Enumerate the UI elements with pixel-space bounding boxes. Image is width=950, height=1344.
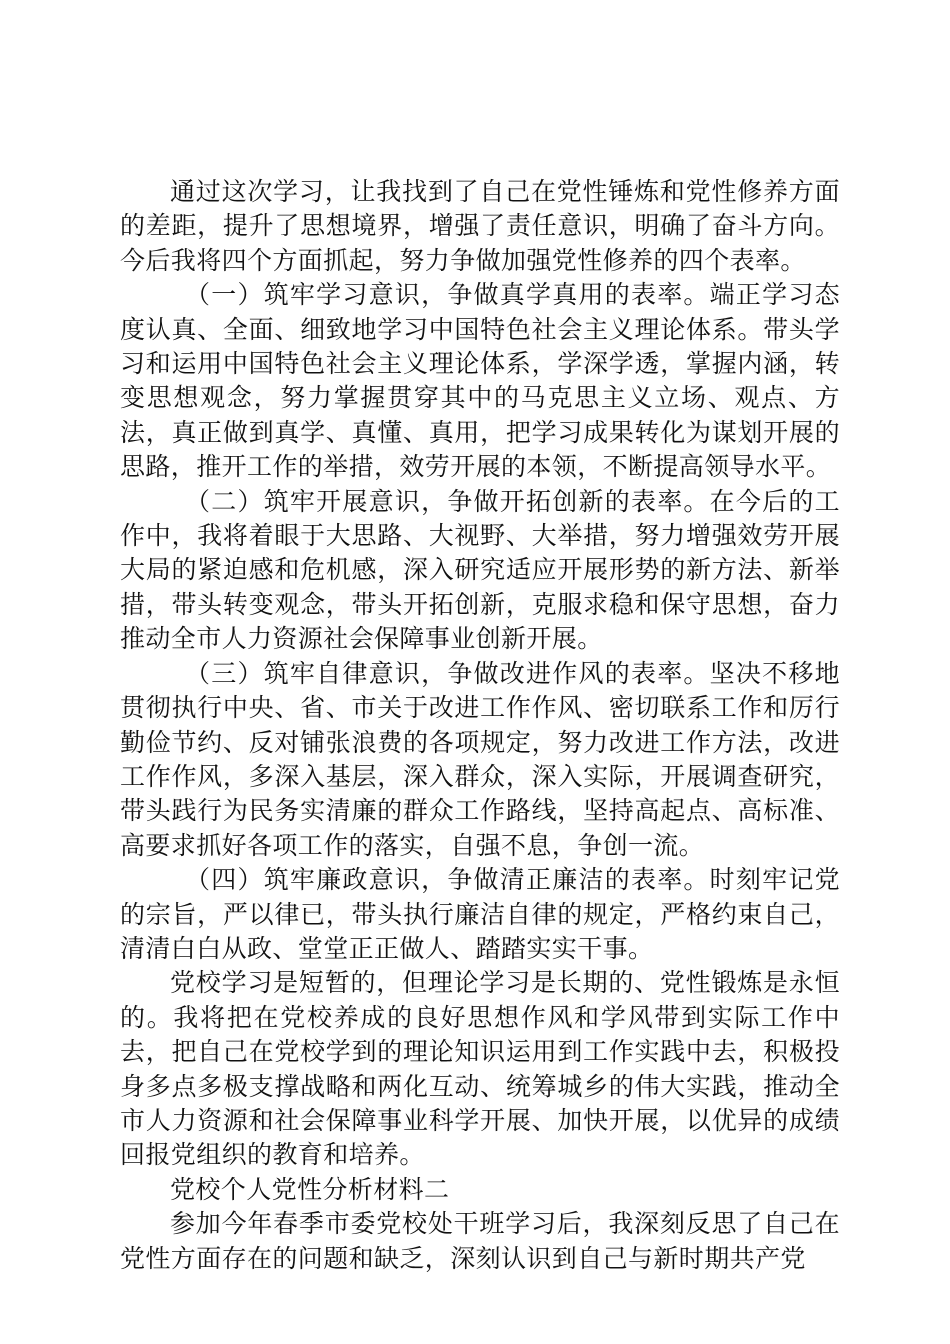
paragraph-intro: 通过这次学习，让我找到了自己在党性锤炼和党性修养方面的差距，提升了思想境界，增强了责任意识，明确了奋斗方向。今后我将四个方面抓起，努力争做加强党性修养的四个表率。 xyxy=(120,177,840,275)
paragraph-continuation: 参加今年春季市委党校处干班学习后，我深刻反思了自己在党性方面存在的问题和缺乏，深刻认识到自己与新时期共产党 xyxy=(120,1209,840,1273)
paragraph-item-1: （一）筑牢学习意识，争做真学真用的表率。端正学习态度认真、全面、细致地学习中国特色社会主义理论体系。带头学习和运用中国特色社会主义理论体系，学深学透，掌握内涵，转变思想观念，努力掌握贯穿其中的马克思主义立场、观点、方法，真正做到真学、真懂、真用，把学习成果转化为谋划开展的思路，推开工作的举措，效劳开展的本领，不断提高领导水平。 xyxy=(120,280,840,482)
paragraph-item-4: （四）筑牢廉政意识，争做清正廉洁的表率。时刻牢记党的宗旨，严以律已，带头执行廉洁自律的规定，严格约束自己，清清白白从政、堂堂正正做人、踏踏实实干事。 xyxy=(120,865,840,963)
paragraph-conclusion: 党校学习是短暂的，但理论学习是长期的、党性锻炼是永恒的。我将把在党校养成的良好思想作风和学风带到实际工作中去，把自己在党校学到的理论知识运用到工作实践中去，积极投身多点多极支撑战略和两化互动、统筹城乡的伟大实践，推动全市人力资源和社会保障事业科学开展、加快开展，以优异的成绩回报党组织的教育和培养。 xyxy=(120,968,840,1170)
document-page xyxy=(120,175,840,1276)
section-heading: 党校个人党性分析材料二 xyxy=(170,1174,450,1204)
paragraph-item-2: （二）筑牢开展意识，争做开拓创新的表率。在今后的工作中，我将着眼于大思路、大视野、大举措，努力增强效劳开展大局的紧迫感和危机感，深入研究适应开展形势的新方法、新举措，带头转变观念，带头开拓创新，克服求稳和保守思想，奋力推动全市人力资源社会保障事业创新开展。 xyxy=(120,486,840,654)
paragraph-item-3: （三）筑牢自律意识，争做改进作风的表率。坚决不移地贯彻执行中央、省、市关于改进工作作风、密切联系工作和厉行勤俭节约、反对铺张浪费的各项规定，努力改进工作方法，改进工作作风，多深入基层，深入群众，深入实际，开展调查研究，带头践行为民务实清廉的群众工作路线，坚持高起点、高标准、高要求抓好各项工作的落实，自强不息，争创一流。 xyxy=(120,658,840,860)
